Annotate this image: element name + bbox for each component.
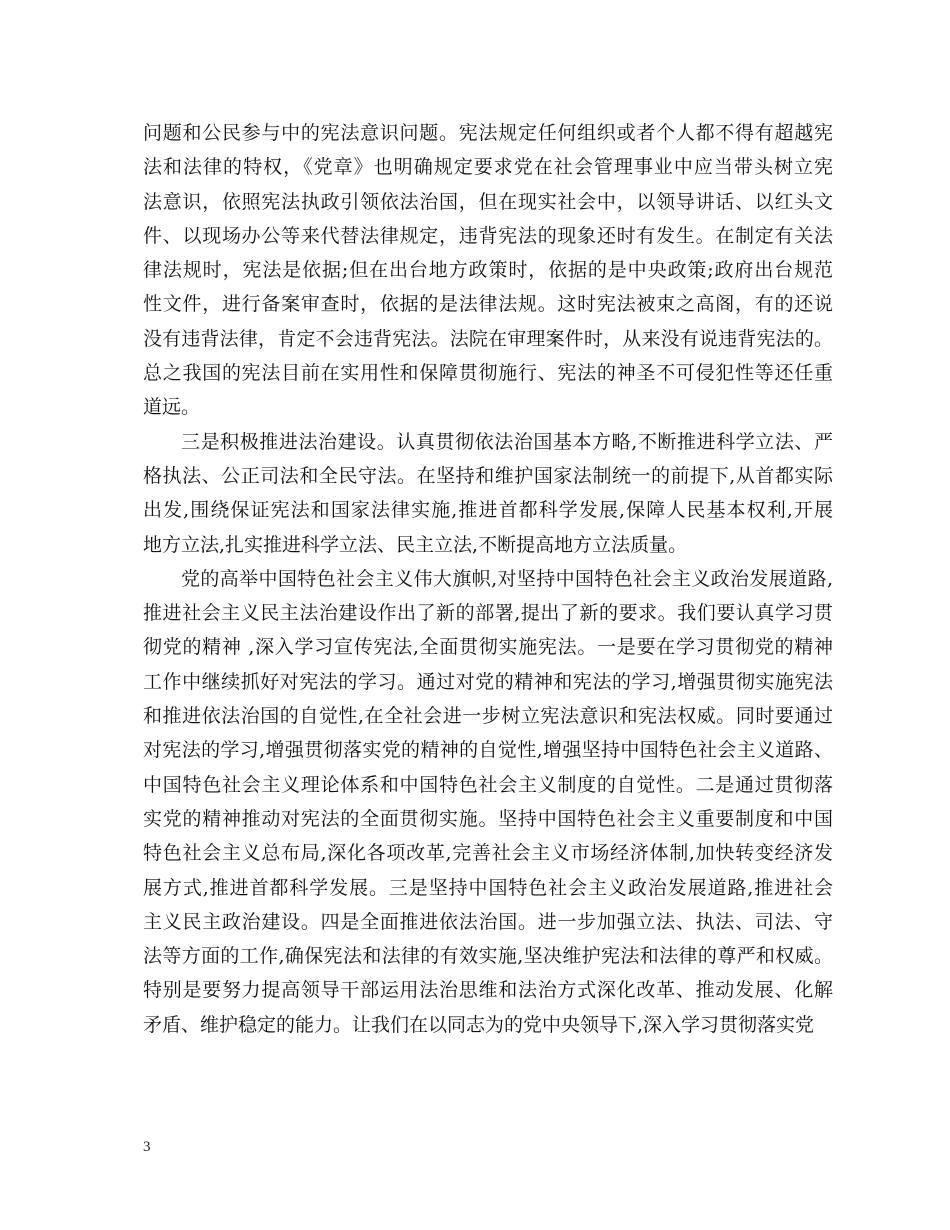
text-line: 矛盾、维护稳定的能力。让我们在以同志为的党中央领导下,深入学习贯彻落实党 [143, 1013, 815, 1036]
text-line: 地方立法,扎实推进科学立法、民主立法,不断提高地方立法质量。 [143, 533, 688, 556]
text-line: 中国特色社会主义理论体系和中国特色社会主义制度的自觉性。二是通过贯彻落 [143, 773, 833, 796]
text-line: 法和法律的特权，《党章》也明确规定要求党在社会管理事业中应当带头树立宪 [143, 156, 833, 179]
text-line: 特别是要努力提高领导干部运用法治思维和法治方式深化改革、推动发展、化解 [143, 979, 833, 1002]
text-line: 问题和公民参与中的宪法意识问题。宪法规定任何组织或者个人都不得有超越宪 [143, 122, 833, 144]
text-line: 格执法、公正司法和全民守法。在坚持和维护国家法制统一的前提下,从首都实际 [143, 464, 833, 487]
text-line: 道远。 [143, 396, 201, 419]
text-line: 彻党的精神 ,深入学习宣传宪法,全面贯彻实施宪法。一是要在学习贯彻党的精神 [143, 636, 833, 659]
text-line: 展方式,推进首都科学发展。三是坚持中国特色社会主义政治发展道路,推进社会 [143, 876, 833, 899]
text-line: 工作中继续抓好对宪法的学习。通过对党的精神和宪法的学习,增强贯彻实施宪法 [143, 670, 833, 693]
text-line: 件、以现场办公等来代替法律规定，违背宪法的现象还时有发生。在制定有关法 [143, 224, 833, 247]
text-line: 对宪法的学习,增强贯彻落实党的精神的自觉性,增强坚持中国特色社会主义道路、 [143, 739, 833, 762]
text-line: 三是积极推进法治建设。认真贯彻依法治国基本方略,不断推进科学立法、严 [181, 430, 833, 453]
text-line: 性文件，进行备案审查时，依据的是法律法规。这时宪法被束之高阁，有的还说 [143, 293, 833, 316]
text-line: 党的高举中国特色社会主义伟大旗帜,对坚持中国特色社会主义政治发展道路, [181, 567, 833, 590]
text-line: 律法规时，宪法是依据;但在出台地方政策时，依据的是中央政策;政府出台规范 [143, 259, 833, 282]
paragraph [143, 562, 833, 1042]
text-line: 法意识，依照宪法执政引领依法治国，但在现实社会中，以领导讲话、以红头文 [143, 190, 833, 213]
text-line: 实党的精神推动对宪法的全面贯彻实施。坚持中国特色社会主义重要制度和中国 [143, 807, 833, 830]
text-line: 推进社会主义民主法治建设作出了新的部署,提出了新的要求。我们要认真学习贯 [143, 602, 833, 625]
text-line: 总之我国的宪法目前在实用性和保障贯彻施行、宪法的神圣不可侵犯性等还任重 [143, 362, 833, 385]
text-line: 主义民主政治建设。四是全面推进依法治国。进一步加强立法、执法、司法、守 [143, 910, 833, 933]
text-line: 没有违背法律，肯定不会违背宪法。法院在审理案件时，从来没有说违背宪法的。 [143, 327, 833, 350]
page-number: 3 [143, 1139, 151, 1155]
paragraph [143, 116, 833, 425]
document-body [143, 116, 833, 1042]
text-line: 法等方面的工作,确保宪法和法律的有效实施,坚决维护宪法和法律的尊严和权威。 [143, 945, 833, 968]
text-line: 出发,围绕保证宪法和国家法律实施,推进首都科学发展,保障人民基本权利,开展 [143, 499, 833, 522]
text-line: 特色社会主义总布局,深化各项改革,完善社会主义市场经济体制,加快转变经济发 [143, 842, 833, 865]
paragraph [143, 425, 833, 562]
text-line: 和推进依法治国的自觉性,在全社会进一步树立宪法意识和宪法权威。同时要通过 [143, 705, 833, 728]
